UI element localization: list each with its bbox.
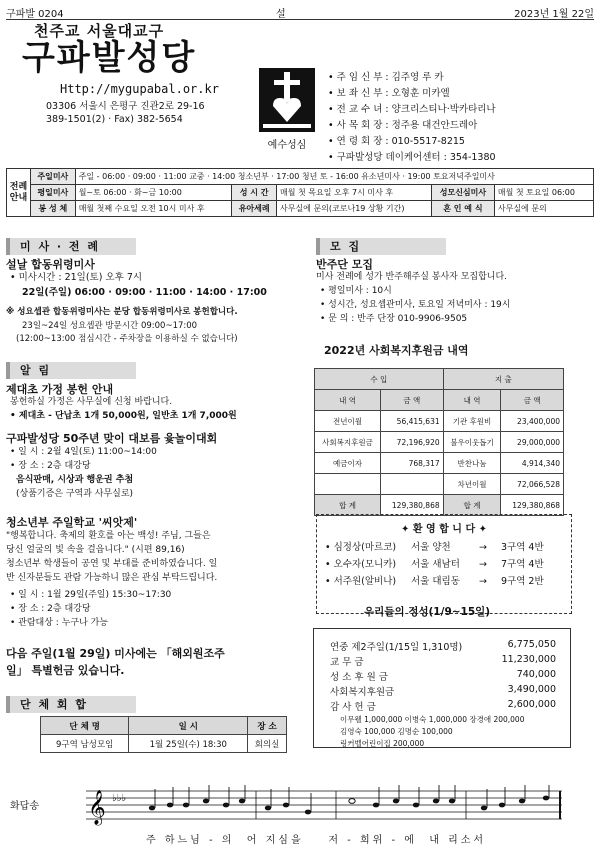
- groups-header: 일 시: [129, 717, 248, 735]
- table-row: [315, 411, 564, 432]
- hymn-lyrics: 주 하느님 - 의 어 지심을 저 - 희위 - 에 내 리소서: [146, 835, 487, 846]
- special-collection-notice: 일」 특별헌금 있습니다.: [6, 664, 125, 677]
- notice-line: • 장 소 : 2층 대강당: [10, 461, 91, 471]
- notice-line: • 관람대상 : 누구나 가능: [10, 618, 109, 628]
- issue-number: 구파발 0204: [6, 9, 64, 20]
- notice-line: 청소년부 학생들이 공연 및 부대를 준비하였습니다. 일: [6, 559, 218, 569]
- welfare-col: 금 액: [381, 390, 444, 411]
- wedding-text: 사무실에 문의: [494, 201, 593, 217]
- welfare-cell: 사회복지후원금: [315, 432, 381, 453]
- groups-header: 단 체 명: [41, 717, 129, 735]
- welfare-title: 2022년 사회복지후원금 내역: [324, 344, 469, 357]
- welfare-cell: 4,914,340: [501, 453, 564, 474]
- liturgy-schedule-table: [6, 168, 594, 217]
- offering-row: [330, 669, 556, 683]
- top-info-bar: [6, 4, 594, 20]
- welfare-cell: 불우이웃돕기: [443, 432, 501, 453]
- newcomer-name: • 오수자(모니카): [325, 559, 397, 570]
- weekday-mass-label: 평일미사: [31, 185, 76, 201]
- welfare-col: 금 액: [501, 390, 564, 411]
- welfare-total-out: 129,380,868: [501, 495, 564, 516]
- arrow-icon: →: [479, 576, 487, 587]
- mass-line: • 미사시간 : 21일(토) 오후 7시: [10, 272, 143, 283]
- welfare-total-label: 합 계: [315, 495, 381, 516]
- recruit-title: 반주단 모집: [316, 258, 373, 271]
- recruit-line: • 문 의 : 반주 단장 010-9906-9505: [320, 314, 468, 324]
- offering-row: [330, 684, 556, 698]
- welfare-cell: 768,317: [381, 453, 444, 474]
- recruit-section-bar: 모 집: [316, 238, 446, 255]
- table-row: [315, 474, 564, 495]
- welfare-total-label: 합 계: [443, 495, 501, 516]
- groups-section-bar: 단 체 회 합: [6, 696, 136, 713]
- newcomer-zone: 9구역 2반: [501, 576, 544, 587]
- arrow-icon: →: [479, 559, 487, 570]
- responsorial-psalm: [6, 785, 594, 845]
- group-place: 회의실: [248, 735, 287, 753]
- music-staff: [86, 785, 566, 829]
- welfare-cell: 72,066,528: [501, 474, 564, 495]
- notice-line: 봉헌하실 가정은 사무실에 신청 바랍니다.: [10, 397, 173, 407]
- table-row: [315, 432, 564, 453]
- svg-text:𝄞: 𝄞: [88, 790, 106, 825]
- notice-line: • 제대초 - 단납초 1개 50,000원, 일반초 1개 7,000원: [10, 411, 237, 421]
- notice-line: • 일 시 : 2월 4일(토) 11:00~14:00: [10, 447, 157, 457]
- logo-caption: 예수성심: [267, 140, 307, 151]
- welfare-cell: 차년이월: [443, 474, 501, 495]
- welfare-cell: 기관 후원비: [443, 411, 501, 432]
- offering-amount: 11,230,000: [501, 654, 556, 665]
- parish-title: 구파발성당: [22, 38, 197, 78]
- staff-item: • 전 교 수 녀 : 양크리스티나·박카타리나: [328, 102, 496, 118]
- phone-line: 389-1501(2) · Fax) 382-5654: [46, 114, 183, 125]
- notice-line: 당신 얼굴의 빛 속을 걸읍니다." (시편 89,16): [6, 545, 185, 555]
- offering-label: 감 사 헌 금: [330, 702, 376, 713]
- newcomer-from: 서울 대림동: [411, 576, 460, 587]
- mass-note: ※ 성요셉관 합동위령미사는 분당 합동위령미사로 봉헌합니다.: [6, 307, 238, 317]
- parish-logo: [253, 68, 321, 156]
- newcomer-zone: 7구역 4반: [501, 559, 544, 570]
- newcomer-zone: 3구역 4반: [501, 542, 544, 553]
- weekday-mass-times: 월~토 06:00 · 화~금 10:00: [75, 185, 232, 201]
- donor-line: 링커벨어린이집 200,000: [340, 739, 425, 748]
- offering-label: 성 소 후 원 금: [330, 672, 388, 683]
- season-label: 설: [276, 9, 286, 20]
- offering-row: [330, 654, 556, 668]
- communion-text: 매월 첫째 수요일 오전 10시 미사 후: [75, 201, 232, 217]
- baptism-label: 유아세례: [232, 201, 277, 217]
- notice-title: 구파발성당 50주년 맞이 대보름 윷놀이대회: [6, 432, 218, 445]
- group-time: 1월 25일(수) 18:30: [129, 735, 248, 753]
- holy-hour-text: 매월 첫 목요일 오후 7시 미사 후: [277, 185, 432, 201]
- wedding-label: 혼 인 예 식: [431, 201, 494, 217]
- marian-mass-label: 성모신심미사: [431, 185, 494, 201]
- welfare-cell: 반찬나눔: [443, 453, 501, 474]
- offering-amount: 2,600,000: [507, 699, 556, 710]
- offering-label: 사회복지후원금: [330, 687, 395, 698]
- recruit-line: • 성시간, 성요셉관미사, 토요일 저녁미사 : 19시: [320, 300, 511, 310]
- list-item: [325, 573, 544, 590]
- mass-line: 22일(주일) 06:00 · 09:00 · 11:00 · 14:00 · 17:00: [22, 287, 267, 298]
- welcome-title: ✦ 환 영 합 니 다 ✦: [401, 524, 487, 535]
- staff-item: • 사 목 회 장 : 정주용 대건안드레아: [328, 118, 496, 134]
- notice-section-bar: 알 림: [6, 362, 136, 379]
- donor-line: 이무웰 1,000,000 이병숙 1,000,000 장경애 200,000: [340, 715, 525, 724]
- offering-label: 교 무 금: [330, 657, 364, 668]
- parish-url[interactable]: Http://mygupabal.or.kr: [60, 82, 219, 96]
- welfare-total-in: 129,380,868: [381, 495, 444, 516]
- communion-label: 봉 성 체: [31, 201, 76, 217]
- newcomer-name: • 심정상(마르코): [325, 542, 397, 553]
- notice-line: • 일 시 : 1월 29일(주일) 15:30~17:30: [10, 590, 172, 600]
- welfare-cell: [381, 474, 444, 495]
- welfare-expense-header: 지 출: [443, 369, 563, 390]
- notice-line: 반 신자분들도 관람 가능하니 많은 관심 부탁드립니다.: [6, 573, 218, 583]
- address-line: 03306 서울시 은평구 진관2로 29-16: [46, 101, 205, 112]
- mass-section-bar: 미 사 · 전 례: [6, 238, 136, 255]
- welfare-cell: 29,000,000: [501, 432, 564, 453]
- sunday-mass-times: 주일 - 06:00 · 09:00 · 11:00 교중 · 14:00 청소년부 · 17:00 청년 토 - 16:00 유소년미사 · 19:00 토요저녁주일미사: [75, 169, 593, 185]
- welfare-cell: 전년이월: [315, 411, 381, 432]
- staff-item: • 구파발성당 데이케어센터 : 354-1380: [328, 150, 496, 166]
- table-row: [315, 453, 564, 474]
- arrow-icon: →: [479, 542, 487, 553]
- offering-amount: 3,490,000: [507, 684, 556, 695]
- offering-amount: 6,775,050: [507, 639, 556, 650]
- staff-item: • 보 좌 신 부 : 오형훈 미카엘: [328, 86, 496, 102]
- holy-hour-label: 성 시 간: [232, 185, 277, 201]
- diocese-name: 천주교 서울대교구: [34, 22, 165, 40]
- staff-list: [328, 70, 496, 166]
- hymn-label: 화답송: [10, 801, 39, 812]
- offering-box: [313, 628, 571, 748]
- mass-note: (12:00~13:00 점심시간 - 주차장을 이용하실 수 없습니다): [16, 334, 238, 344]
- parish-address: [46, 100, 205, 126]
- welfare-cell: 56,415,631: [381, 411, 444, 432]
- schedule-side-label: 전례안내: [7, 169, 31, 217]
- welfare-cell: 72,196,920: [381, 432, 444, 453]
- donor-line: 김영숙 100,000 김명순 100,000: [340, 727, 453, 736]
- offering-label: 연중 제2주일(1/15일 1,310명): [330, 642, 463, 653]
- svg-text:♭♭♭: ♭♭♭: [112, 793, 127, 804]
- notice-title: 제대초 가정 봉헌 안내: [6, 383, 114, 396]
- groups-header: 장 소: [248, 717, 287, 735]
- welcome-list: [325, 539, 544, 590]
- offering-donors: [340, 714, 524, 750]
- offering-row: [330, 639, 556, 653]
- notice-line: (상품기증은 구역과 사무실로): [16, 489, 134, 499]
- welcome-box: [316, 514, 572, 614]
- staff-item: • 주 임 신 부 : 김주영 루 카: [328, 70, 496, 86]
- welfare-cell: [315, 474, 381, 495]
- newcomer-from: 서울 새남터: [411, 559, 460, 570]
- table-row: [315, 495, 564, 516]
- sunday-mass-label: 주일미사: [31, 169, 76, 185]
- welfare-cell: 예금이자: [315, 453, 381, 474]
- recruit-line: 미사 전례에 성가 반주해주실 봉사자 모집합니다.: [316, 272, 508, 282]
- table-row: [41, 735, 287, 753]
- welfare-income-header: 수 입: [315, 369, 444, 390]
- newcomer-name: • 서주원(알비나): [325, 576, 397, 587]
- offering-title: 우리들의 정성(1/9~15일): [364, 606, 491, 618]
- mass-title: 설날 합동위령미사: [6, 258, 95, 271]
- list-item: [325, 556, 544, 573]
- recruit-line: • 평일미사 : 10시: [320, 286, 392, 296]
- special-collection-notice: 다음 주일(1월 29일) 미사에는 「해외원조주: [6, 647, 225, 660]
- group-name: 9구역 남성모임: [41, 735, 129, 753]
- welfare-col: 내 역: [315, 390, 381, 411]
- offering-row: [330, 699, 556, 713]
- notice-title: 청소년부 주일학교 '씨앗제': [6, 516, 138, 529]
- staff-item: • 연 령 회 장 : 010-5517-8215: [328, 134, 496, 150]
- notice-line: 음식판매, 시상과 행운권 추첨: [16, 475, 134, 485]
- sacred-heart-icon: [259, 68, 315, 132]
- offering-amount: 740,000: [516, 669, 556, 680]
- issue-date: 2023년 1월 22일: [514, 9, 594, 20]
- mass-note: 23일~24일 성요셉관 방문시간 09:00~17:00: [22, 321, 198, 331]
- notice-line: "행복합니다. 축제의 환호를 아는 백성! 주님, 그들은: [6, 531, 211, 541]
- welfare-table: [314, 368, 564, 516]
- welfare-col: 내 역: [443, 390, 501, 411]
- newcomer-from: 서울 양천: [411, 542, 451, 553]
- baptism-text: 사무실에 문의(코로나19 상황 기간): [277, 201, 432, 217]
- groups-table: [40, 716, 287, 753]
- notice-line: • 장 소 : 2층 대강당: [10, 604, 91, 614]
- list-item: [325, 539, 544, 556]
- welfare-cell: 23,400,000: [501, 411, 564, 432]
- marian-mass-text: 매월 첫 토요일 06:00: [494, 185, 593, 201]
